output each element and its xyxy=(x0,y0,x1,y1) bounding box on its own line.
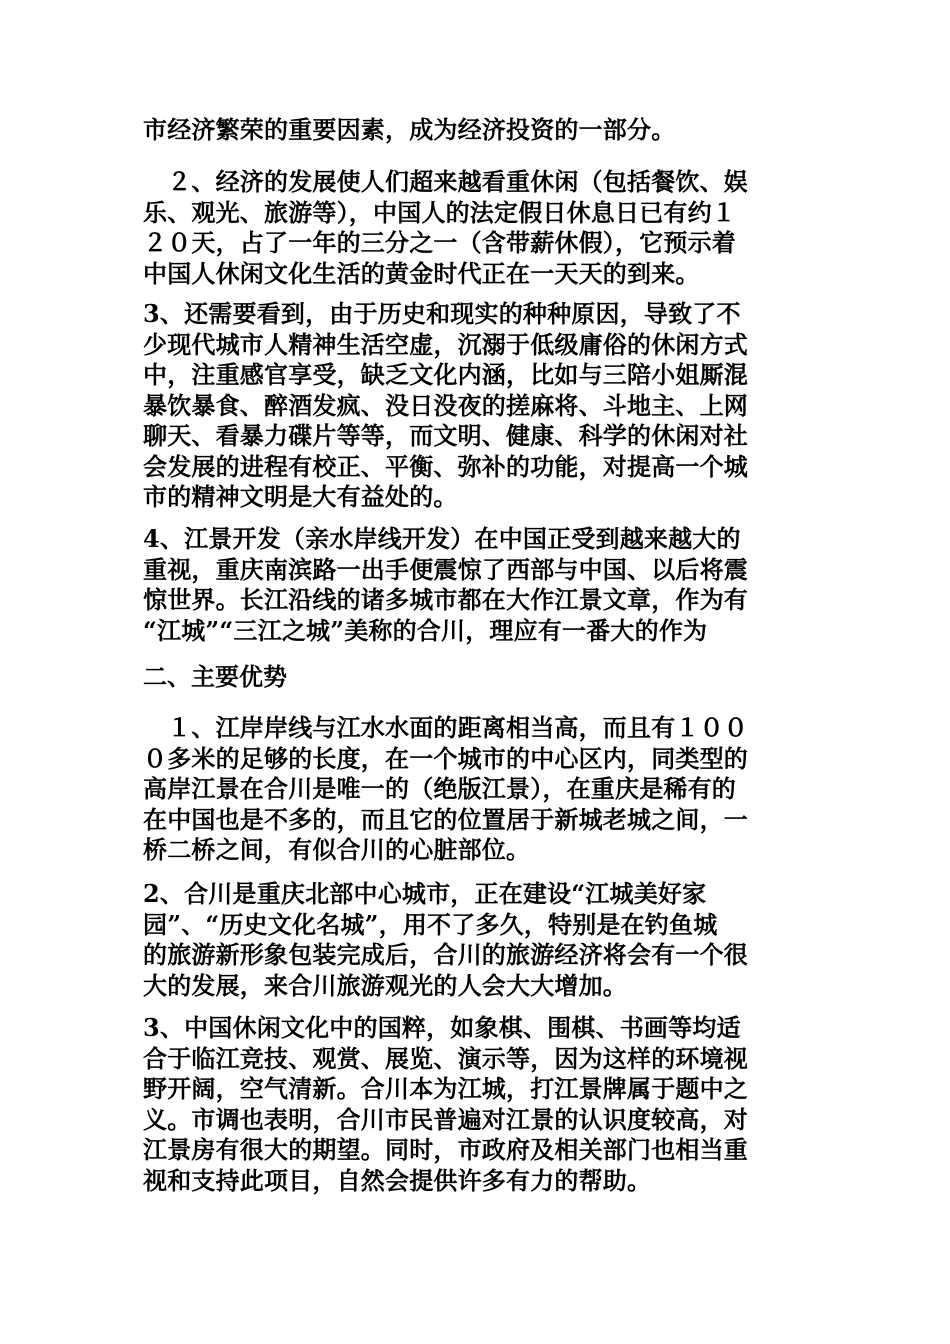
text-line: ０多米的足够的长度，在一个城市的中心区内，同类型的 xyxy=(143,743,748,773)
text-line: ２０天，占了一年的三分之一（含带薪休假），它预示着 xyxy=(143,228,736,257)
text-line: “江城”“三江之城”美称的合川，理应有一番大的作为 xyxy=(143,615,708,645)
text-line: １、江岸岸线与江水水面的距离相当高，而且有１００ xyxy=(143,713,748,742)
text-line: 暴饮暴食、醉酒发疯、没日没夜的搓麻将、斗地主、上网 xyxy=(143,390,748,420)
text-line: 市的精神文明是大有益处的。 xyxy=(143,482,458,511)
text-line: 桥二桥之间，有似合川的心脏部位。 xyxy=(143,835,531,864)
text-line: 4、江景开发（亲水岸线开发）在中国正受到越来越大的 xyxy=(143,524,741,553)
text-line: 惊世界。长江沿线的诸多城市都在大作江景文章，作为有 xyxy=(143,585,748,614)
text-line: 野开阔，空气清新。合川本为江城，打江景牌属于题中之 xyxy=(143,1074,748,1103)
text-line: 2、合川是重庆北部中心城市，正在建设“江城美好家 xyxy=(143,879,707,908)
text-line: 合于临江竞技、观赏、展览、演示等，因为这样的环境视 xyxy=(143,1043,748,1073)
text-line: 大的发展，来合川旅游观光的人会大大增加。 xyxy=(143,970,627,1000)
text-line: ２、经济的发展使人们超来越看重休闲（包括餐饮、娱 xyxy=(143,167,748,196)
text-line: 会发展的进程有校正、平衡、弥补的功能，对提高一个城 xyxy=(143,451,748,481)
paragraph-leisure-growth xyxy=(143,167,811,289)
text-line: 聊天、看暴力碟片等等，而文明、健康、科学的休闲对社 xyxy=(143,421,748,450)
text-line: 视和支持此项目，自然会提供许多有力的帮助。 xyxy=(143,1165,652,1195)
paragraph-tourism-advantage xyxy=(143,879,811,1001)
text-line: 乐、观光、旅游等），中国人的法定假日休息日已有约１ xyxy=(143,197,736,227)
section-heading-advantages: 二、主要优势 xyxy=(143,662,287,691)
text-line: 的旅游新形象包装完成后，合川的旅游经济将会有一个很 xyxy=(143,940,748,969)
text-line: 重视，重庆南滨路一出手便震惊了西部与中国、以后将震 xyxy=(143,554,748,584)
paragraph-urban-life xyxy=(143,299,811,513)
text-line: 3、还需要看到，由于历史和现实的种种原因，导致了不 xyxy=(143,299,741,328)
text-line: 高岸江景在合川是唯一的（绝版江景），在重庆是稀有的 xyxy=(143,774,736,803)
text-line: 市经济繁荣的重要因素，成为经济投资的一部分。 xyxy=(143,115,676,144)
paragraph-riverfront-development xyxy=(143,524,811,646)
text-line: 义。市调也表明，合川市民普遍对江景的认识度较高，对 xyxy=(143,1104,748,1134)
text-line: 3、中国休闲文化中的国粹，如象棋、围棋、书画等均适 xyxy=(143,1013,741,1042)
text-line: 中，注重感官享受，缺乏文化内涵，比如与三陪小姐厮混 xyxy=(143,360,748,389)
text-line: 园”、“历史文化名城”，用不了多久，特别是在钓鱼城 xyxy=(143,909,718,939)
text-line: 少现代城市人精神生活空虚，沉溺于低级庸俗的休闲方式 xyxy=(143,329,748,359)
paragraph-culture-advantage xyxy=(143,1013,811,1196)
paragraph-economic-investment xyxy=(143,115,811,146)
text-line: 中国人休闲文化生活的黄金时代正在一天天的到来。 xyxy=(143,258,700,288)
text-line: 在中国也是不多的，而且它的位置居于新城老城之间，一 xyxy=(143,804,748,834)
paragraph-riverbank-advantage xyxy=(143,713,811,866)
text-line: 江景房有很大的期望。同时，市政府及相关部门也相当重 xyxy=(143,1135,748,1164)
